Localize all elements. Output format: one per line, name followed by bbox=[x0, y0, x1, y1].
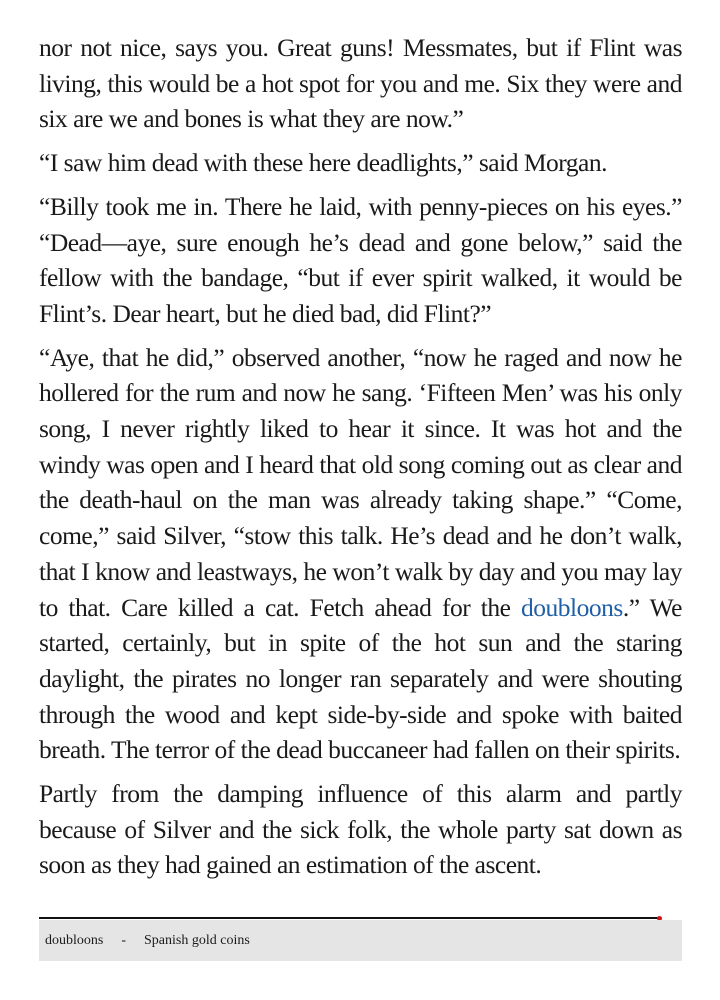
paragraph-5: Partly from the damping influence of this alarm and partly because of Silver and the sick folk, the whole party sat down as soon as they had gained an estimation of the ascent. bbox=[39, 779, 682, 880]
paragraph-4-text-before: “Aye, that he did,” observed another, “now he raged and now he hollered for the rum and now he sang. ‘Fifteen Men’ was his only song, I never rightly liked to hear it since. It was hot and the windy was open and I heard that old song coming out as clear and the death-haul on the man was already taking shape.” “Come, come,” said Silver, “stow this talk. He’s dead and he don’t walk, that I know and leastways, he won’t walk by day and you may lay to that. Care killed a cat. Fetch ahead for the bbox=[39, 342, 682, 622]
glossary-footnote bbox=[39, 920, 682, 961]
paragraph-4 bbox=[39, 340, 682, 768]
paragraph-4-text-after: .” We started, certainly, but in spite of the hot sun and the staring daylight, the pirates no longer ran separately and were shouting through the wood and kept side-by-side and spoke with baited breath. The terror of the dead buccaneer had fallen on their spirits. bbox=[39, 592, 682, 765]
paragraph-2: “I saw him dead with these here deadlights,” said Morgan. bbox=[39, 148, 607, 178]
footnote-term: doubloons bbox=[45, 932, 104, 948]
paragraph-3: “Billy took me in. There he laid, with penny-pieces on his eyes.” “Dead—aye, sure enough he’s dead and gone below,” said the fellow with the bandage, “but if ever spirit walked, it would be Flint’s. Dear heart, but he died bad, did Flint?” bbox=[39, 191, 682, 328]
paragraph-1: nor not nice, says you. Great guns! Messmates, but if Flint was living, this would be a hot spot for you and me. Six they were and six are we and bones is what they are now.” bbox=[39, 33, 682, 134]
footnote-definition: Spanish gold coins bbox=[144, 932, 250, 948]
footnote-divider bbox=[39, 917, 658, 919]
glossary-link-doubloons[interactable]: doubloons bbox=[521, 592, 623, 622]
story-text bbox=[39, 30, 682, 891]
footnote-separator: - bbox=[121, 932, 127, 948]
